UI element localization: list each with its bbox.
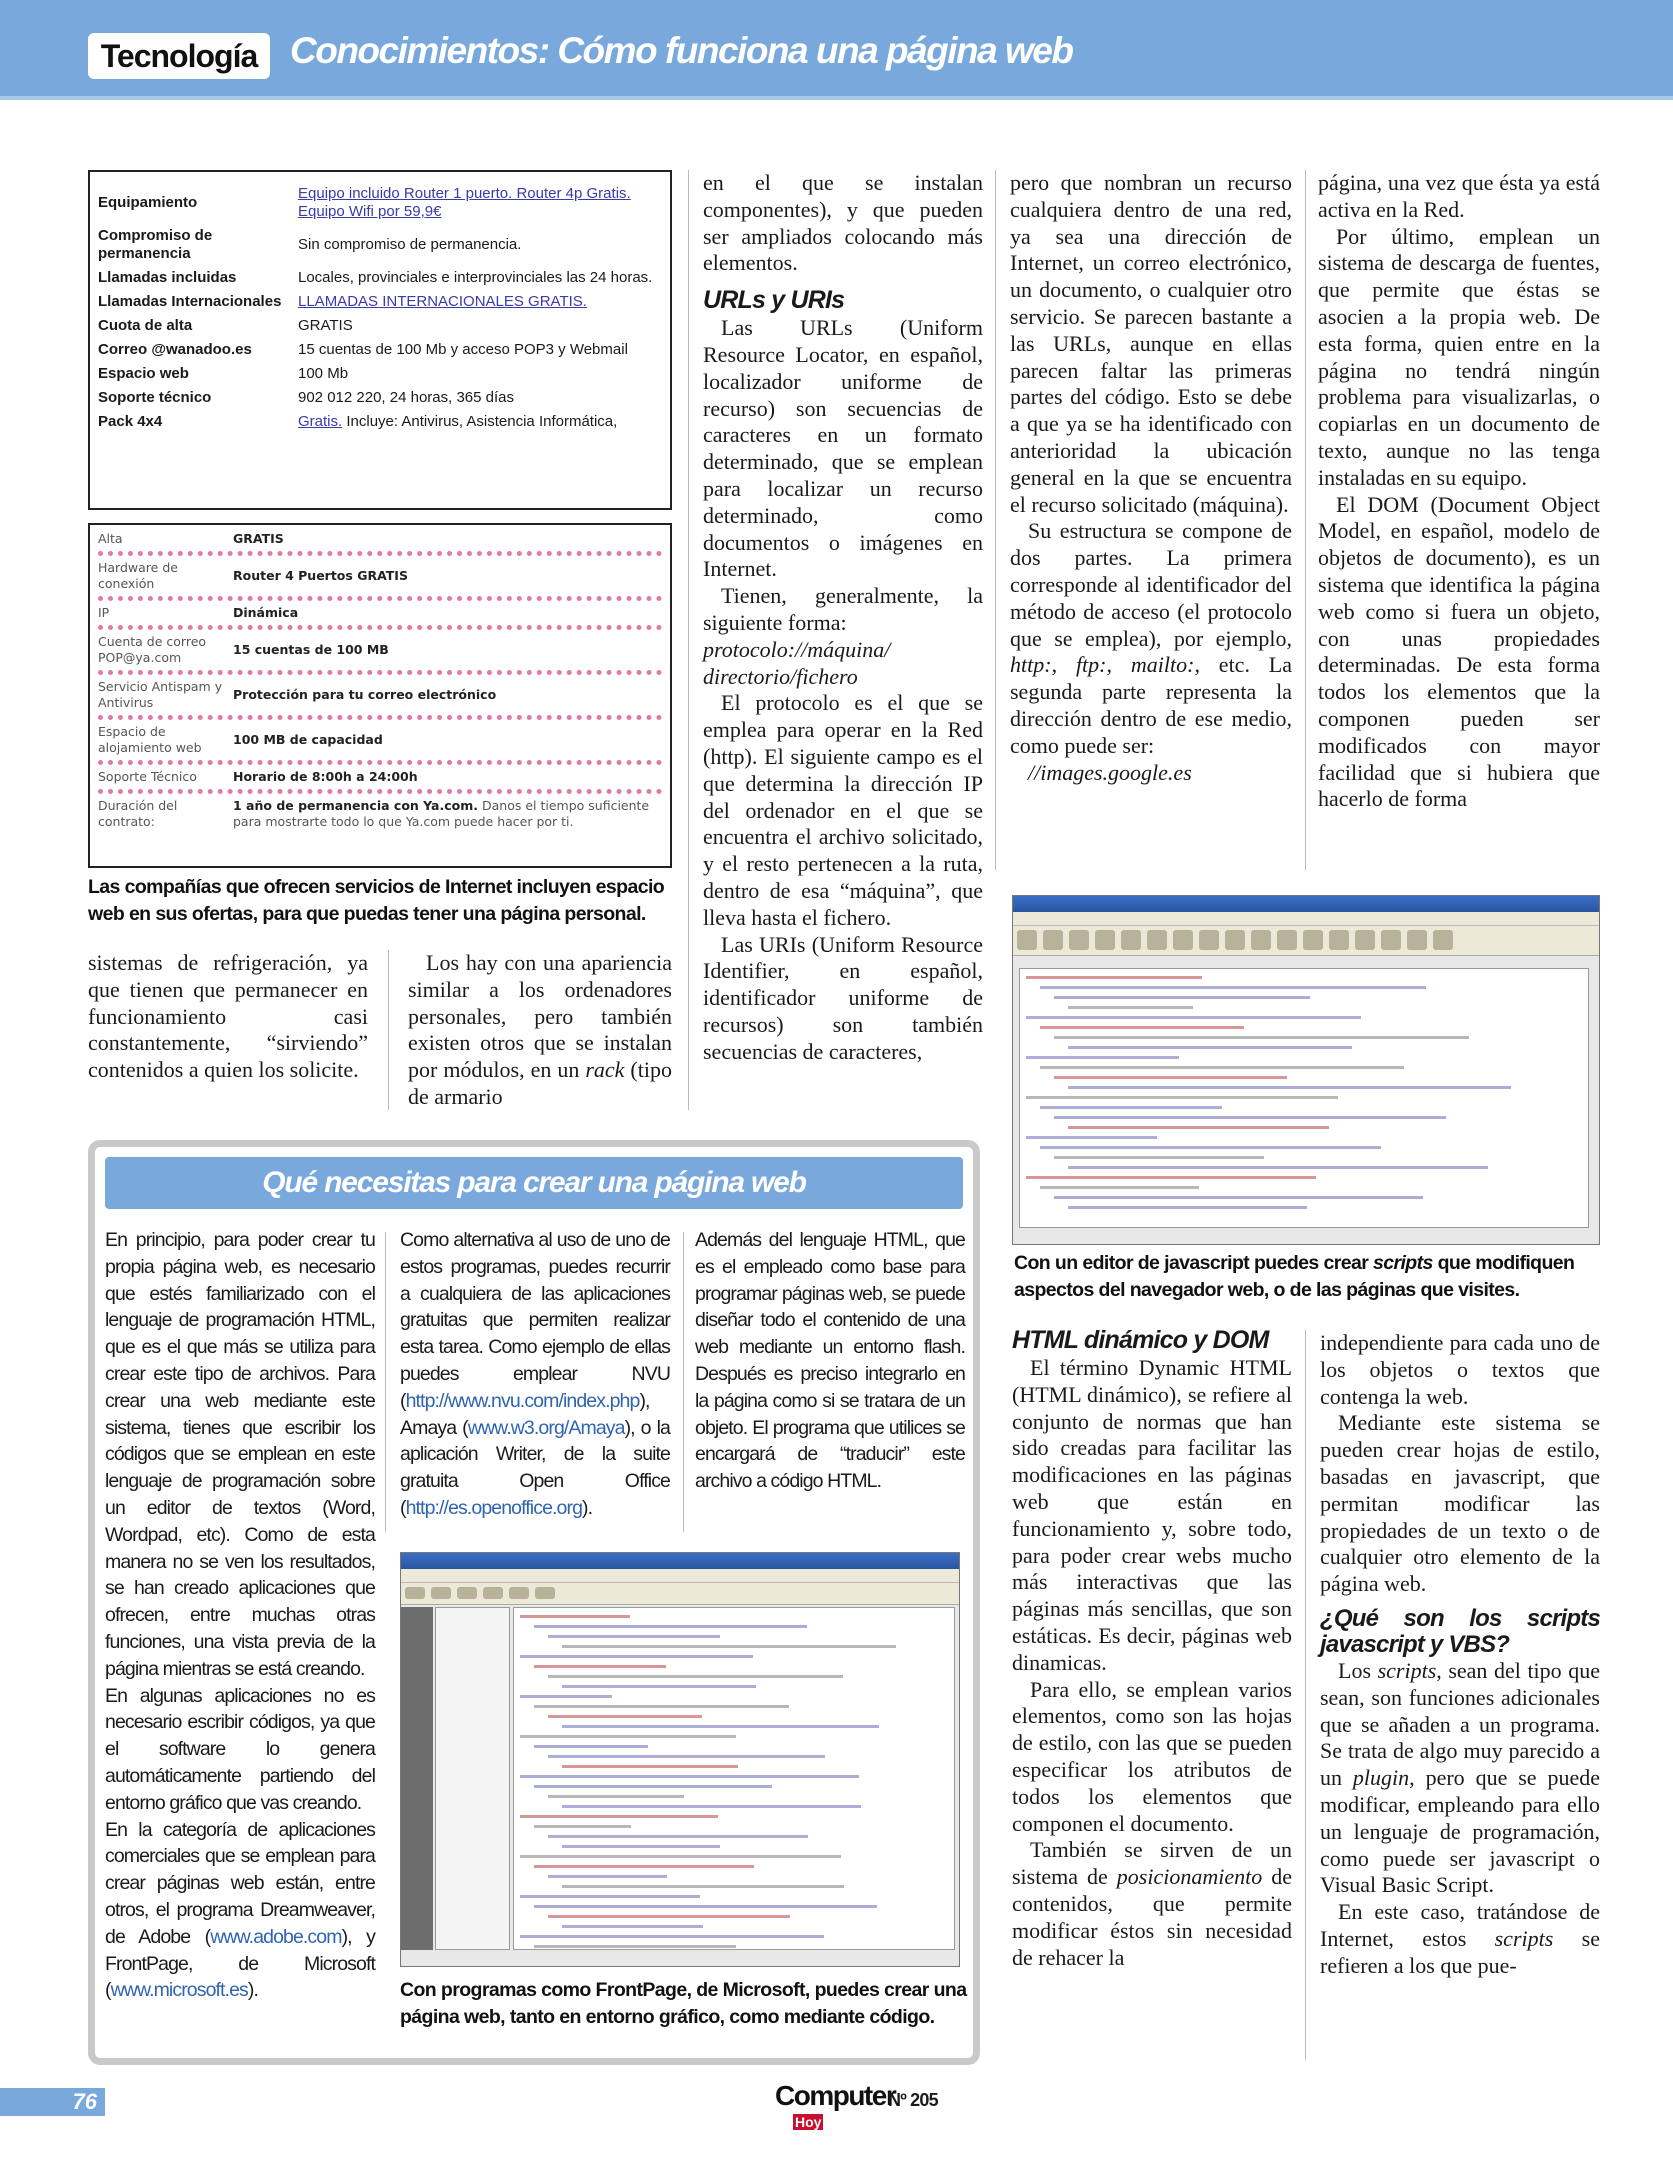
row-value: 15 cuentas de 100 Mb y acceso POP3 y Webmail: [298, 341, 628, 358]
code-line: [520, 1895, 700, 1898]
url-format: protocolo://máquina/ directorio/fichero: [703, 636, 891, 689]
code-line: [1054, 996, 1310, 999]
table-row: [98, 720, 662, 765]
sidebar-box: [88, 1140, 980, 2065]
row-label: Soporte técnico: [98, 389, 212, 406]
code-line: [534, 1705, 789, 1708]
paragraph: Como alternativa al uso de uno de estos programas, puedes recurrir a cualquiera de las aplicaciones gratuitas que permiten realizar esta tarea. Como ejemplo de ellas puedes emplear NVU (http://www.nvu.com/index.php), Amaya (www.w3.org/Amaya), o la aplicación Writer, de la suite gratuita Open Office (http://es.openoffice.org).: [400, 1229, 670, 1519]
code-line: [1068, 1046, 1352, 1049]
paragraph: También se sirven de un sistema de posicionamiento de contenidos, que permite modificar éstos sin necesidad de rehacer la: [1012, 1837, 1292, 1970]
page-header: [0, 0, 1673, 100]
code-line: [534, 1665, 666, 1668]
row-value[interactable]: LLAMADAS INTERNACIONALES GRATIS.: [298, 293, 587, 310]
table-row: [98, 527, 662, 556]
paragraph: Para ello, se emplean varios elementos, como son las hojas de estilo, con las que se pueden especificar los atributos de todos los elementos que componen el documento.: [1012, 1676, 1292, 1836]
table-row: [96, 290, 664, 314]
row-label: Equipamiento: [98, 194, 198, 211]
code-line: [1040, 1106, 1222, 1109]
table-row: [96, 266, 664, 290]
paragraph: En la categoría de aplicaciones comerciales que se emplean para crear páginas web están, entre otros, el programa Dreamweaver, de Adobe (www.adobe.com), y FrontPage, de Microsoft (www.microsoft.es).: [105, 1818, 375, 2002]
code-line: [562, 1725, 879, 1728]
code-line: [534, 1945, 736, 1948]
code-line: [1026, 1176, 1316, 1179]
section-tag: Tecnología: [88, 33, 270, 79]
table-row: [98, 765, 662, 794]
table-row: [96, 410, 664, 434]
table-row: [96, 362, 664, 386]
row-value: Horario de 8:00h a 24:00h: [233, 769, 418, 784]
article-column-d: [1010, 170, 1292, 786]
column-divider: [995, 170, 996, 870]
yacom-offer-table: [88, 523, 672, 868]
code-line: [520, 1615, 630, 1618]
paragraph: Mediante este sistema se pueden crear hojas de estilo, basadas en javascript, que permitan modificar las propiedades de un texto o de cualquier otro elemento de la página web.: [1320, 1410, 1600, 1597]
table-row: [98, 556, 662, 601]
row-value: Router 4 Puertos GRATIS: [233, 568, 408, 583]
table-row: [98, 794, 662, 834]
row-value: 100 Mb: [298, 365, 349, 382]
article-column-g: [1320, 1330, 1600, 1980]
page-title: Conocimientos: Cómo funciona una página web: [290, 30, 1073, 71]
code-line: [1068, 1206, 1307, 1209]
code-line: [1068, 1086, 1511, 1089]
code-line: [1054, 1076, 1287, 1079]
article-column-a: [88, 950, 368, 1084]
column-divider: [688, 170, 689, 1110]
paragraph: Las URLs (Uniform Resource Locator, en español, localizador uniforme de recurso) son secuencias de caracteres en un formato determinado, que se emplean para localizar un recurso determinado, como documentos o imágenes en Internet.: [703, 315, 983, 582]
code-line: [548, 1755, 825, 1758]
article-column-c: [703, 170, 983, 1066]
code-line: [534, 1785, 772, 1788]
row-value: 902 012 220, 24 horas, 365 días: [298, 389, 515, 406]
row-value: GRATIS: [298, 317, 353, 334]
code-line: [1054, 1156, 1264, 1159]
paragraph: independiente para cada uno de los objetos o textos que contenga la web.: [1320, 1330, 1600, 1409]
box-title: Qué necesitas para crear una página web: [105, 1157, 963, 1209]
code-line: [548, 1875, 667, 1878]
code-line: [520, 1735, 736, 1738]
code-line: [1026, 976, 1202, 979]
paragraph: página, una vez que ésta ya está activa en la Red.: [1318, 170, 1600, 222]
paragraph: En algunas aplicaciones no es necesario escribir códigos, ya que el software lo genera automáticamente partiendo del entorno gráfico que vas creando.: [105, 1684, 375, 1814]
code-line: [520, 1695, 612, 1698]
row-label: Llamadas Internacionales: [98, 293, 282, 310]
box-column-2: [400, 1227, 670, 1522]
paragraph: En este caso, tratándose de Internet, estos scripts se refieren a los que pue-: [1320, 1899, 1600, 1978]
row-label: Cuota de alta: [98, 317, 193, 334]
web-link[interactable]: www.adobe.com: [210, 1925, 342, 1948]
code-line: [520, 1775, 859, 1778]
code-line: [548, 1915, 790, 1918]
section-heading-urls: URLs y URIs: [703, 286, 845, 315]
tables-caption: Las compañías que ofrecen servicios de Internet incluyen espacio web en sus ofertas, para que puedas tener una página personal.: [88, 876, 665, 925]
code-line: [1068, 1166, 1488, 1169]
row-label: Llamadas incluidas: [98, 269, 237, 286]
paragraph: Los scripts, sean del tipo que sean, son funciones adicionales que se añaden a un programa. Se trata de algo muy parecido a un plugin, pero que se puede modificar, empleando para ello un lenguaje de programación, como puede ser javascript o Visual Basic Script.: [1320, 1657, 1601, 1898]
table-row: [98, 675, 662, 720]
magazine-logo: [775, 2080, 896, 2130]
row-value: Sin compromiso de permanencia.: [298, 236, 522, 253]
table-row: [98, 630, 662, 675]
column-divider: [385, 1232, 386, 1532]
paragraph: pero que nombran un recurso cualquiera dentro de una red, ya sea una dirección de Internet, un correo electrónico, un documento, o cualquier otro servicio. Se parecen bastante a las URLs, aunque en ellas parecen faltar las primeras partes del código. Esto se debe a que ya se ha identificado con anterioridad la ubicación general en la que se encuentra el recurso solicitado (máquina).: [1010, 170, 1292, 517]
table-row: [98, 601, 662, 630]
row-label: Compromiso de permanencia: [98, 227, 213, 262]
code-line: [1068, 1006, 1193, 1009]
row-value: 100 MB de capacidad: [233, 732, 383, 747]
code-line: [1068, 1126, 1329, 1129]
paragraph: El DOM (Document Object Model, en español, modelo de objetos de documento), es un sistema que identifica la página web como si fuera un objeto, con unas propiedades determinadas. De esta forma todos los elementos que la componen pueden ser modificados con mayor facilidad que si hubiera que hacerlo de forma: [1318, 491, 1600, 812]
code-line: [534, 1825, 631, 1828]
code-line: [548, 1795, 684, 1798]
code-line: [534, 1905, 877, 1908]
paragraph: Además del lenguaje HTML, que es el empleado como base para programar páginas web, se puede diseñar todo el contenido de una web mediante un entorno flash. Después es preciso integrarlo en la página como si se tratara de un objeto. El programa que utilices se encargará de “traducir” este archivo a código HTML.: [695, 1229, 965, 1493]
code-line: [520, 1655, 753, 1658]
code-line: [1054, 1036, 1469, 1039]
row-label: Hardware de conexión: [98, 560, 178, 591]
table-row: [96, 314, 664, 338]
code-line: [534, 1865, 754, 1868]
section-heading-dhtml: HTML dinámico y DOM: [1012, 1326, 1269, 1354]
code-line: [562, 1845, 720, 1848]
row-label: Servicio Antispam y Antivirus: [98, 679, 223, 710]
column-divider: [1305, 170, 1306, 870]
row-value[interactable]: Equipo incluido Router 1 puerto. Router 4p Gratis. Equipo Wifi por 59,9€: [298, 185, 631, 220]
paragraph: en el que se instalan componentes), y que pueden ser ampliados colocando más elementos.: [703, 170, 983, 276]
web-link[interactable]: http://es.openoffice.org: [405, 1496, 583, 1519]
row-value: 1 año de permanencia con Ya.com. Danos el tiempo suficiente para mostrarte todo lo que Ya.com puede hacer por ti.: [233, 798, 650, 829]
paragraph: sistemas de refrigeración, ya que tienen que permanecer en funcionamiento casi constantemente, “sirviendo” contenidos a quien los solicite.: [88, 950, 368, 1083]
code-line: [548, 1675, 843, 1678]
code-line: [548, 1635, 720, 1638]
row-label: Soporte Técnico: [98, 769, 197, 784]
code-line: [1040, 1146, 1381, 1149]
js-editor-caption: Con un editor de javascript puedes crear scripts que modifiquen aspectos del navegador web, o de las páginas que visites.: [1014, 1252, 1575, 1301]
paragraph: Tienen, generalmente, la siguiente forma:: [703, 583, 983, 635]
code-line: [520, 1855, 841, 1858]
row-label: Espacio web: [98, 365, 189, 382]
row-value: Protección para tu correo electrónico: [233, 687, 497, 702]
row-label: Duración del contrato:: [98, 798, 178, 829]
code-line: [562, 1805, 861, 1808]
box-column-1: [105, 1227, 375, 2004]
code-line: [548, 1835, 808, 1838]
paragraph: El término Dynamic HTML (HTML dinámico), se refiere al conjunto de normas que han sido creadas para facilitar las modificaciones en las páginas web que están en funcionamiento y, sobre todo, para poder crear webs mucho más interactivas que las páginas más sencillas, que son estáticas. Es decir, páginas web dinamicas.: [1012, 1355, 1292, 1675]
column-divider: [1305, 1330, 1306, 2060]
code-line: [1054, 1196, 1423, 1199]
page-number: 76: [0, 2088, 105, 2116]
code-line: [1026, 1136, 1157, 1139]
paragraph: Su estructura se compone de dos partes. La primera corresponde al identificador del método de acceso (el protocolo que se emplea), por ejemplo, http:, ftp:, mailto:, etc. La segunda parte representa la dirección dentro de ese medio, como puede ser:: [1010, 518, 1293, 758]
row-value: Locales, provinciales e interprovinciales las 24 horas.: [298, 269, 653, 286]
code-line: [562, 1685, 756, 1688]
paragraph: Las URIs (Uniform Resource Identifier, en español, identificador uniforme de recursos) son también secuencias de caracteres,: [703, 931, 983, 1064]
code-line: [1054, 1116, 1446, 1119]
section-heading-scripts: ¿Qué son los scripts javascript y VBS?: [1320, 1604, 1600, 1658]
article-column-e: [1318, 170, 1600, 813]
code-line: [1040, 1026, 1244, 1029]
table-row: [96, 224, 664, 266]
column-divider: [683, 1232, 684, 1532]
web-link[interactable]: http://www.nvu.com/index.php: [405, 1389, 640, 1412]
issue-number: Nº 205: [888, 2090, 938, 2110]
row-value: Gratis. Incluye: Antivirus, Asistencia Informática,: [298, 413, 618, 430]
table-row: [96, 386, 664, 410]
code-line: [1040, 986, 1426, 989]
table-row: [96, 182, 664, 224]
row-label: Espacio de alojamiento web: [98, 724, 202, 755]
code-line: [562, 1645, 896, 1648]
frontpage-screenshot: [400, 1552, 960, 1967]
code-line: [534, 1625, 807, 1628]
code-line: [520, 1815, 718, 1818]
frontpage-caption: Con programas como FrontPage, de Microsoft, puedes crear una página web, tanto en entorno gráfico, como mediante código.: [400, 1979, 967, 2028]
web-link[interactable]: www.w3.org/Amaya: [467, 1416, 625, 1439]
row-label: Correo @wanadoo.es: [98, 341, 252, 358]
paragraph: //images.google.es: [1028, 759, 1192, 785]
row-label: Pack 4x4: [98, 413, 163, 430]
code-line: [562, 1925, 703, 1928]
code-line: [1026, 1056, 1179, 1059]
paragraph: En principio, para poder crear tu propia página web, es necesario que estés familiarizado con el lenguaje de programación HTML, que es el que más se utiliza para crear este tipo de archivos. Para crear una web mediante este sistema, tienes que escribir los códigos que se emplean en este lenguaje de programación sobre un editor de textos (Word, Wordpad, etc). Como de esta manera no se ven los resultados, se han creado aplicaciones que ofrecen, entre muchas otras funciones, una vista previa de la página mientras se está creando.: [105, 1229, 375, 1680]
code-line: [548, 1715, 702, 1718]
javascript-editor-screenshot: [1012, 895, 1600, 1245]
row-label: Cuenta de correo POP@ya.com: [98, 634, 207, 665]
web-link[interactable]: www.microsoft.es: [110, 1979, 248, 2002]
row-label: Alta: [98, 531, 123, 546]
code-line: [1040, 1186, 1199, 1189]
code-line: [562, 1885, 844, 1888]
wanadoo-offer-table: [88, 170, 672, 510]
article-column-f: [1012, 1325, 1292, 1971]
code-line: [1026, 1016, 1361, 1019]
row-label: IP: [98, 605, 110, 620]
logo-sub: Hoy: [795, 2114, 822, 2130]
logo-text: Computer: [775, 2080, 896, 2111]
paragraph: Por último, emplean un sistema de descarga de fuentes, que permite que éstas se asocien a la propia web. De esta forma, quien entre en la página no tendrá ningún problema para visualizarlas, o copiarlas en un documento de texto, aunque no las tenga instaladas en su equipo.: [1318, 223, 1600, 490]
row-value: 15 cuentas de 100 MB: [233, 642, 389, 657]
paragraph: Los hay con una apariencia similar a los ordenadores personales, pero también existen otros que se instalan por módulos, en un rack (tipo de armario: [408, 950, 672, 1109]
code-line: [562, 1765, 738, 1768]
article-column-b: [408, 950, 672, 1111]
code-line: [1040, 1066, 1404, 1069]
column-divider: [388, 950, 389, 1110]
code-line: [534, 1745, 648, 1748]
table-row: [96, 338, 664, 362]
row-value: GRATIS: [233, 531, 284, 546]
paragraph: El protocolo es el que se emplea para operar en la Red (http). El siguiente campo es el que determina la dirección IP del ordenador en el que se encuentra el archivo solicitado, y el resto pertenecen a la ruta, dentro de esa “máquina”, que lleva hasta el fichero.: [703, 690, 983, 930]
row-value: Dinámica: [233, 605, 299, 620]
code-line: [520, 1935, 824, 1938]
code-line: [1026, 1096, 1338, 1099]
box-column-3: [695, 1227, 965, 1495]
